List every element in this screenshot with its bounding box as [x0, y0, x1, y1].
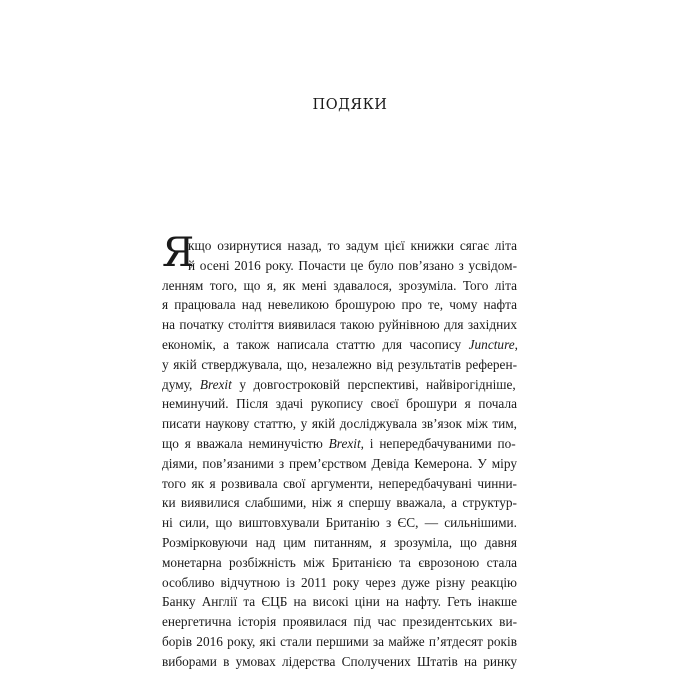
text-segment: ,: [514, 336, 518, 352]
text-line: [162, 394, 517, 414]
text-segment: Банку Англії та ЄЦБ на високі ціни на нафту. Геть інакше: [162, 594, 517, 610]
text-segment: Розмірковуючи над цим питанням, я зрозуміла, що давня: [162, 534, 517, 550]
text-segment: я працювала над невеликою брошурою про те, чому нафта: [162, 297, 517, 313]
text-line: [188, 236, 517, 256]
chapter-heading: ПОДЯКИ: [312, 97, 388, 113]
text-line: [162, 454, 517, 474]
text-segment: енергетична історія проявилася під час президентських ви-: [162, 614, 517, 630]
text-line: [162, 493, 517, 513]
drop-cap: Я: [162, 230, 195, 276]
text-line: [162, 335, 517, 355]
text-segment: що я вважала неминучістю: [162, 435, 329, 451]
text-segment: на початку століття виявилася такою руйнівною для західних: [162, 317, 517, 333]
text-segment: борів 2016 року, які стали першими за майже п’ятдесят років: [162, 633, 517, 649]
italic-term: Brexit: [199, 376, 232, 392]
text-line: [162, 375, 517, 395]
text-line: [162, 355, 517, 375]
text-line: [162, 474, 517, 494]
text-line: [162, 632, 517, 652]
text-segment: , і непередбачуваними по-: [360, 435, 516, 451]
text-line: [162, 513, 517, 533]
text-segment: думу,: [162, 376, 200, 392]
text-segment: монетарна розбіжність між Британією та єврозоною стала: [162, 554, 517, 570]
text-segment: того як я розвивала свої аргументи, непередбачувані чинни-: [162, 475, 517, 491]
body-paragraph: [162, 236, 517, 672]
text-segment: особливо відчутною із 2011 року через дуже різну реакцію: [162, 574, 517, 590]
text-segment: у якій стверджувала, що, незалежно від результатів референ-: [162, 356, 517, 372]
text-segment: у довгостроковій перспективі, найвірогідніше,: [231, 376, 516, 392]
text-segment: й осені 2016 року. Почасти це було пов’язано з усвідом-: [188, 257, 517, 273]
text-line: [162, 612, 517, 632]
italic-term: Juncture: [468, 336, 515, 352]
text-segment: неминучий. Після здачі рукопису своєї брошури я почала: [162, 396, 517, 412]
text-segment: економік, а також написала статтю для часопису: [162, 336, 469, 352]
text-segment: ні сили, що виштовхували Британію з ЄС, — сильнішими.: [162, 515, 517, 531]
italic-term: Brexit: [328, 435, 361, 451]
text-line: [162, 276, 517, 296]
text-line: [162, 315, 517, 335]
text-segment: ки виявилися слабшими, ніж я спершу вважала, а структур-: [162, 495, 517, 511]
text-line: [162, 592, 517, 612]
text-line: [162, 533, 517, 553]
text-line: [162, 295, 517, 315]
text-segment: виборами в умовах лідерства Сполучених Штатів на ринку: [162, 653, 517, 669]
text-line: [162, 414, 517, 434]
text-segment: писати наукову статтю, у якій досліджувала зв’язок між тим,: [162, 416, 517, 432]
text-line: [162, 434, 517, 454]
text-line: [162, 652, 517, 672]
text-line: [162, 573, 517, 593]
text-line: [162, 553, 517, 573]
text-segment: кщо озирнутися назад, то задум цієї книжки сягає літа: [188, 238, 517, 253]
text-line: [188, 256, 517, 276]
text-segment: ленням того, що я, як мені здавалося, зрозуміла. Того літа: [162, 277, 517, 293]
text-segment: діями, пов’язаними з прем’єрством Девіда Кемерона. У міру: [162, 455, 517, 471]
